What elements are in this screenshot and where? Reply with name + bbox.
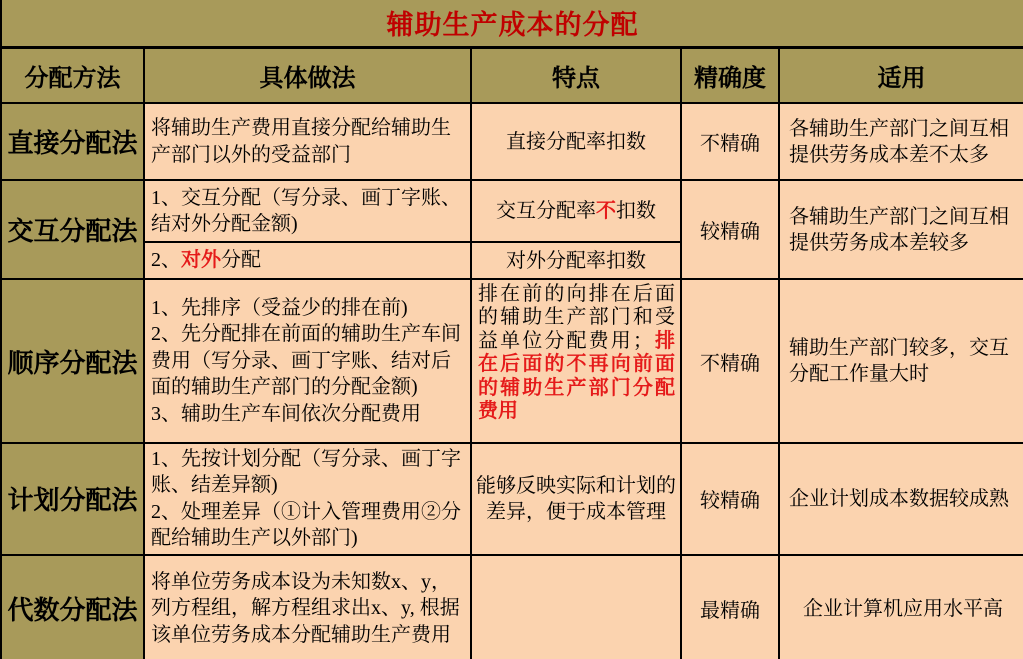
cell-algebraic-practice: 将单位劳务成本设为未知数x、y，列方程组，解方程组求出x、y, 根据该单位劳务成本分配辅助生产费用 [144,555,471,659]
feature-emphasis-text: 排在后面的不再向前面的辅助生产部门分配费用 [478,329,675,422]
column-header-feature: 特点 [471,47,681,103]
practice-text: 分配 [221,249,261,272]
column-header-practice: 具体做法 [144,47,471,103]
feature-text: 扣数 [616,200,656,222]
practice-emphasis-text: 对外 [181,249,221,272]
header-row [1,47,1023,103]
practice-step-1: 1、先按计划分配（写分录、画丁字账、结差异额) [151,448,461,497]
cell-algebraic-feature [471,555,681,659]
cell-direct-feature: 直接分配率扣数 [471,103,681,180]
cell-planned-practice [144,443,471,555]
cell-algebraic-method: 代数分配法 [1,555,144,659]
cell-planned-method: 计划分配法 [1,443,144,555]
cell-sequence-feature [471,279,681,443]
cell-mutual-practice-2 [144,242,471,279]
column-header-method: 分配方法 [1,47,144,103]
cell-sequence-practice [144,279,471,443]
practice-step-2: 2、先分配排在前面的辅助生产车间费用（写分录、画丁字账、结对后面的辅助生产部门的分配金额) [151,323,461,399]
table-row [1,103,1023,180]
cell-mutual-feature-2: 对外分配率扣数 [471,242,681,279]
title-row [1,0,1023,47]
cell-direct-practice: 将辅助生产费用直接分配给辅助生产部门以外的受益部门 [144,103,471,180]
cell-sequence-apply: 辅助生产部门较多，交互分配工作量大时 [779,279,1023,443]
cell-planned-feature: 能够反映实际和计划的差异，便于成本管理 [471,443,681,555]
practice-step-3: 3、辅助生产车间依次分配费用 [151,402,421,425]
cell-mutual-precision: 较精确 [681,180,779,279]
feature-text: 交互分配率 [496,200,596,222]
cell-planned-apply: 企业计划成本数据较成熟 [779,443,1023,555]
table-title-cell [1,0,1023,47]
cell-direct-precision: 不精确 [681,103,779,180]
practice-text: 2、 [151,249,181,272]
cell-algebraic-precision: 最精确 [681,555,779,659]
cell-direct-apply: 各辅助生产部门之间互相提供劳务成本差不太多 [779,103,1023,180]
cell-mutual-method: 交互分配法 [1,180,144,279]
table-row [1,180,1023,242]
cell-mutual-apply: 各辅助生产部门之间互相提供劳务成本差较多 [779,180,1023,279]
cell-mutual-practice-1: 1、交互分配（写分录、画丁字账、结对外分配金额) [144,180,471,242]
column-header-precision: 精确度 [681,47,779,103]
practice-step-2: 2、处理差异（①计入管理费用②分配给辅助生产以外部门) [151,500,461,550]
page-title: 辅助生产成本的分配 [386,10,639,41]
cell-direct-method: 直接分配法 [1,103,144,180]
feature-emphasis-text: 不 [596,200,616,222]
cell-sequence-method: 顺序分配法 [1,279,144,443]
column-header-apply: 适用 [779,47,1023,103]
table-row [1,279,1023,443]
cell-algebraic-apply: 企业计算机应用水平高 [779,555,1023,659]
table-row [1,555,1023,659]
cell-planned-precision: 较精确 [681,443,779,555]
practice-step-1: 1、先排序（受益少的排在前) [151,297,408,320]
cell-mutual-feature-1 [471,180,681,242]
cell-sequence-precision: 不精确 [681,279,779,443]
table-row [1,443,1023,555]
feature-text: 排在前的向排在后面的辅助生产部门和受益单位分配费用； [478,283,675,352]
